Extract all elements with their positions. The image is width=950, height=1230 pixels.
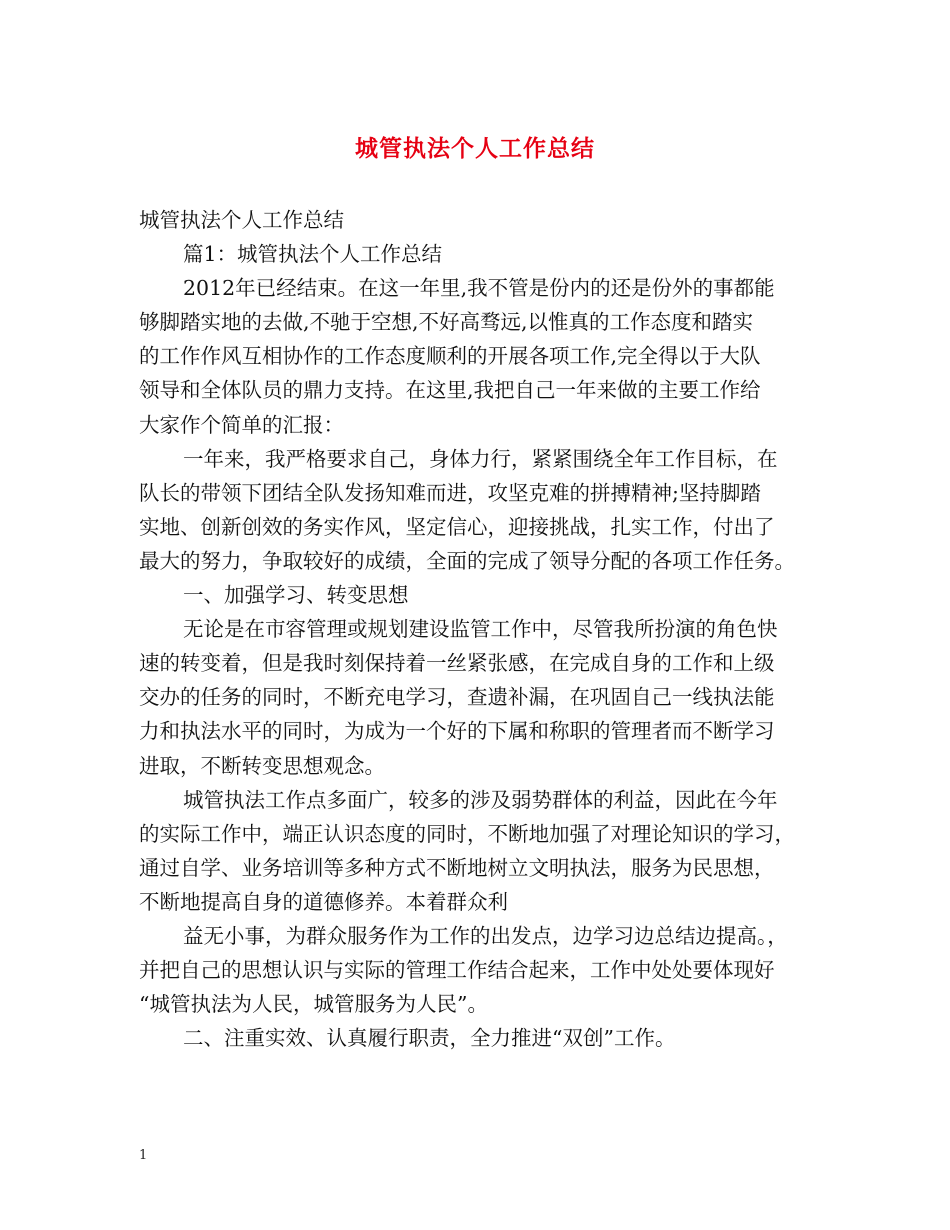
- text-line: 城管执法工作点多面广，较多的涉及弱势群体的利益，因此在今年: [183, 787, 778, 812]
- text-line: 篇1：城管执法个人工作总结: [183, 242, 443, 267]
- text-line: 够脚踏实地的去做,不驰于空想,不好高骛远,以惟真的工作态度和踏实: [139, 310, 754, 335]
- text-line: 无论是在市容管理或规划建设监管工作中，尽管我所扮演的角色快: [183, 617, 778, 642]
- text-line: 最大的努力，争取较好的成绩，全面的完成了领导分配的各项工作任务。: [139, 548, 795, 573]
- text-line: 城管执法个人工作总结: [139, 208, 344, 232]
- text-line: 通过自学、业务培训等多种方式不断地树立文明执法，服务为民思想，: [139, 855, 775, 880]
- document-title: 城管执法个人工作总结: [355, 135, 595, 162]
- text-line: 并把自己的思想认识与实际的管理工作结合起来，工作中处处要体现好: [139, 958, 775, 983]
- text-line: 力和执法水平的同时，为成为一个好的下属和称职的管理者而不断学习: [139, 719, 775, 744]
- text-line: 实地、创新创效的务实作风，坚定信心，迎接挑战，扎实工作，付出了: [139, 514, 775, 539]
- text-line: 的工作作风互相协作的工作态度顺利的开展各项工作,完全得以于大队: [139, 344, 761, 369]
- section-heading: 一、加强学习、转变思想: [183, 583, 409, 608]
- text-line: 2012年已经结束。在这一年里,我不管是份内的还是份外的事都能: [183, 276, 775, 301]
- text-line: 进取，不断转变思想观念。: [139, 753, 385, 778]
- text-line: 的实际工作中，端正认识态度的同时，不断地加强了对理论知识的学习，: [139, 821, 795, 846]
- text-line: 不断地提高自身的道德修养。本着群众利: [139, 889, 508, 914]
- text-line: 益无小事，为群众服务作为工作的出发点，边学习边总结边提高。，: [183, 923, 788, 948]
- document-body: [139, 203, 829, 1055]
- page-number: 1: [139, 1148, 148, 1163]
- text-line: 一年来，我严格要求自己，身体力行，紧紧围绕全年工作目标，在: [183, 446, 778, 471]
- text-line: 交办的任务的同时，不断充电学习，查遗补漏，在巩固自己一线执法能: [139, 685, 775, 710]
- text-line: 速的转变着，但是我时刻保持着一丝紧张感，在完成自身的工作和上级: [139, 651, 775, 676]
- text-line: “城管执法为人民，城管服务为人民”。: [139, 992, 488, 1017]
- text-line: 领导和全体队员的鼎力支持。在这里,我把自己一年来做的主要工作给: [139, 378, 761, 403]
- text-line: 大家作个简单的汇报：: [139, 412, 344, 437]
- section-heading: 二、注重实效、认真履行职责，全力推进“双创”工作。: [183, 1026, 676, 1051]
- text-line: 队长的带领下团结全队发扬知难而进，攻坚克难的拼搏精神;坚持脚踏: [139, 480, 761, 505]
